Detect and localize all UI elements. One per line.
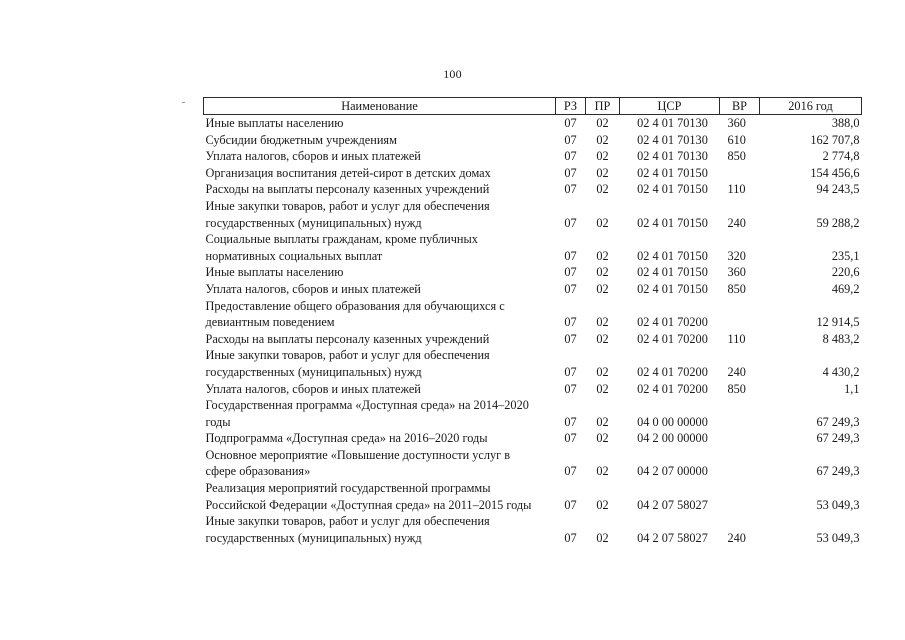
- row-name-line: Иные закупки товаров, работ и услуг для обеспечения: [205, 348, 490, 363]
- row-rz: 07: [564, 215, 577, 230]
- row-csr: 04 2 00 00000: [637, 431, 708, 446]
- row-vr: [720, 447, 760, 480]
- row-rz: 07: [564, 182, 577, 197]
- row-name-line: Субсидии бюджетным учреждениям: [205, 132, 397, 147]
- row-name-line: Иные закупки товаров, работ и услуг для обеспечения: [205, 514, 490, 529]
- header-csr: ЦСР: [620, 98, 720, 115]
- row-rz: 07: [564, 464, 577, 479]
- row-rz: 07: [564, 165, 577, 180]
- row-name-line: Основное мероприятие «Повышение доступности услуг в: [205, 447, 511, 462]
- row-name-line: Иные закупки товаров, работ и услуг для обеспечения: [205, 198, 490, 213]
- row-csr: 02 4 01 70130: [637, 132, 708, 147]
- row-csr: 02 4 01 70130: [637, 116, 708, 130]
- row-amount: 235,1: [831, 248, 860, 263]
- table-row: [204, 148, 862, 165]
- row-name-line: Российской Федерации «Доступная среда» на 2011–2015 годы: [205, 497, 532, 512]
- row-vr: 610: [727, 132, 746, 147]
- row-amount: 388,0: [831, 116, 860, 130]
- margin-mark: [182, 102, 185, 103]
- row-csr: 04 2 07 58027: [637, 530, 708, 545]
- row-csr: 02 4 01 70150: [637, 165, 708, 180]
- table-row: [204, 181, 862, 198]
- table-body: [204, 115, 862, 547]
- row-name: [204, 480, 556, 513]
- row-csr: 04 2 07 58027: [637, 497, 708, 512]
- row-pr: 02: [596, 331, 609, 346]
- row-csr: 02 4 01 70150: [637, 248, 708, 263]
- row-rz: 07: [564, 315, 577, 330]
- row-amount: 8 483,2: [822, 331, 860, 346]
- header-pr: ПР: [586, 98, 620, 115]
- row-amount: 67 249,3: [816, 414, 860, 429]
- row-amount: 1,1: [844, 381, 860, 396]
- row-amount: 154 456,6: [810, 165, 860, 180]
- row-pr: 02: [596, 165, 609, 180]
- row-amount: 94 243,5: [816, 182, 860, 197]
- row-name: [204, 397, 556, 430]
- table-row: [204, 447, 862, 480]
- row-csr: 02 4 01 70200: [637, 364, 708, 379]
- row-rz: 07: [564, 265, 577, 280]
- row-pr: 02: [596, 315, 609, 330]
- row-pr: 02: [596, 364, 609, 379]
- row-pr: 02: [596, 182, 609, 197]
- row-csr: 02 4 01 70150: [637, 215, 708, 230]
- table-row: [204, 198, 862, 231]
- row-name-line: Государственная программа «Доступная среда» на 2014–2020: [205, 398, 529, 413]
- row-vr: 360: [727, 116, 746, 130]
- row-name: [204, 148, 556, 165]
- row-name-line: Расходы на выплаты персоналу казенных учреждений: [205, 331, 490, 346]
- table-row: [204, 165, 862, 182]
- table-header: [204, 98, 862, 115]
- row-name-line: Социальные выплаты гражданам, кроме публичных: [205, 232, 478, 247]
- table-row: [204, 513, 862, 546]
- page-number: 100: [443, 67, 462, 81]
- row-name: [204, 132, 556, 149]
- row-name: [204, 181, 556, 198]
- row-vr: [720, 430, 760, 447]
- row-vr: [720, 397, 760, 430]
- row-vr: 110: [727, 182, 746, 197]
- row-rz: 07: [564, 414, 577, 429]
- row-name-line: Уплата налогов, сборов и иных платежей: [205, 381, 421, 396]
- row-name-line: государственных (муниципальных) нужд: [205, 530, 422, 545]
- row-vr: 240: [727, 215, 746, 230]
- row-name: [204, 430, 556, 447]
- row-pr: 02: [596, 116, 609, 130]
- row-vr: 360: [727, 265, 746, 280]
- row-pr: 02: [596, 248, 609, 263]
- row-amount: 53 049,3: [816, 497, 860, 512]
- row-csr: 02 4 01 70200: [637, 315, 708, 330]
- row-name: [204, 264, 556, 281]
- row-name-line: девиантным поведением: [205, 315, 335, 330]
- row-vr: 240: [727, 530, 746, 545]
- row-rz: 07: [564, 331, 577, 346]
- row-name-line: Иные выплаты населению: [205, 265, 344, 280]
- table-row: [204, 264, 862, 281]
- row-amount: 67 249,3: [816, 431, 860, 446]
- row-pr: 02: [596, 497, 609, 512]
- row-rz: 07: [564, 497, 577, 512]
- row-name: [204, 298, 556, 331]
- row-name: [204, 231, 556, 264]
- row-rz: 07: [564, 132, 577, 147]
- row-csr: 02 4 01 70200: [637, 331, 708, 346]
- row-name: [204, 331, 556, 348]
- table-row: [204, 231, 862, 264]
- table-row: [204, 281, 862, 298]
- row-amount: 67 249,3: [816, 464, 860, 479]
- row-name: [204, 198, 556, 231]
- row-pr: 02: [596, 215, 609, 230]
- row-amount: 469,2: [831, 281, 860, 296]
- row-vr: 110: [727, 331, 746, 346]
- row-rz: 07: [564, 431, 577, 446]
- row-name-line: Предоставление общего образования для обучающихся с: [205, 298, 505, 313]
- row-name-line: государственных (муниципальных) нужд: [205, 215, 422, 230]
- table-row: [204, 132, 862, 149]
- row-name: [204, 115, 556, 132]
- table-row: [204, 331, 862, 348]
- header-vr: ВР: [720, 98, 760, 115]
- row-vr: 850: [727, 281, 746, 296]
- row-rz: 07: [564, 149, 577, 164]
- row-amount: 53 049,3: [816, 530, 860, 545]
- row-pr: 02: [596, 464, 609, 479]
- row-amount: 4 430,2: [822, 364, 860, 379]
- table-row: [204, 397, 862, 430]
- row-pr: 02: [596, 414, 609, 429]
- row-csr: 02 4 01 70200: [637, 381, 708, 396]
- row-csr: 02 4 01 70150: [637, 182, 708, 197]
- row-name-line: сфере образования»: [205, 464, 311, 479]
- table-row: [204, 298, 862, 331]
- header-rz: РЗ: [556, 98, 586, 115]
- row-name: [204, 381, 556, 398]
- row-vr: [720, 480, 760, 513]
- row-rz: 07: [564, 364, 577, 379]
- row-vr: 850: [727, 381, 746, 396]
- row-csr: 04 0 00 00000: [637, 414, 708, 429]
- row-name: [204, 513, 556, 546]
- row-rz: 07: [564, 381, 577, 396]
- row-name: [204, 165, 556, 182]
- row-name-line: Реализация мероприятий государственной программы: [205, 481, 491, 496]
- row-csr: 02 4 01 70150: [637, 265, 708, 280]
- row-name-line: годы: [205, 414, 231, 429]
- row-vr: [720, 298, 760, 331]
- budget-table-container: [203, 97, 861, 546]
- row-name-line: Уплата налогов, сборов и иных платежей: [205, 281, 421, 296]
- header-name: Наименование: [204, 98, 556, 115]
- row-csr: 02 4 01 70150: [637, 281, 708, 296]
- row-name-line: нормативных социальных выплат: [205, 248, 383, 263]
- row-name-line: Расходы на выплаты персоналу казенных учреждений: [205, 182, 490, 197]
- row-rz: 07: [564, 248, 577, 263]
- row-amount: 220,6: [831, 265, 860, 280]
- row-csr: 04 2 07 00000: [637, 464, 708, 479]
- row-pr: 02: [596, 265, 609, 280]
- table-row: [204, 480, 862, 513]
- row-amount: 12 914,5: [816, 315, 860, 330]
- table-row: [204, 430, 862, 447]
- row-rz: 07: [564, 116, 577, 130]
- row-pr: 02: [596, 530, 609, 545]
- row-vr: 320: [727, 248, 746, 263]
- row-amount: 162 707,8: [810, 132, 860, 147]
- row-vr: [720, 165, 760, 182]
- header-year: 2016 год: [760, 98, 862, 115]
- row-rz: 07: [564, 281, 577, 296]
- header-row: [204, 98, 862, 115]
- row-vr: 240: [727, 364, 746, 379]
- row-name-line: государственных (муниципальных) нужд: [205, 364, 422, 379]
- table-row: [204, 115, 862, 132]
- row-pr: 02: [596, 281, 609, 296]
- row-name: [204, 347, 556, 380]
- row-pr: 02: [596, 149, 609, 164]
- table-row: [204, 347, 862, 380]
- row-pr: 02: [596, 132, 609, 147]
- row-csr: 02 4 01 70130: [637, 149, 708, 164]
- table-row: [204, 381, 862, 398]
- row-vr: 850: [727, 149, 746, 164]
- row-name: [204, 447, 556, 480]
- row-pr: 02: [596, 431, 609, 446]
- row-name-line: Уплата налогов, сборов и иных платежей: [205, 149, 421, 164]
- row-amount: 59 288,2: [816, 215, 860, 230]
- row-rz: 07: [564, 530, 577, 545]
- row-name-line: Иные выплаты населению: [205, 116, 344, 130]
- budget-table: [203, 97, 862, 546]
- row-amount: 2 774,8: [822, 149, 860, 164]
- row-name-line: Подпрограмма «Доступная среда» на 2016–2020 годы: [205, 431, 488, 446]
- row-name-line: Организация воспитания детей-сирот в детских домах: [205, 165, 491, 180]
- row-name: [204, 281, 556, 298]
- row-pr: 02: [596, 381, 609, 396]
